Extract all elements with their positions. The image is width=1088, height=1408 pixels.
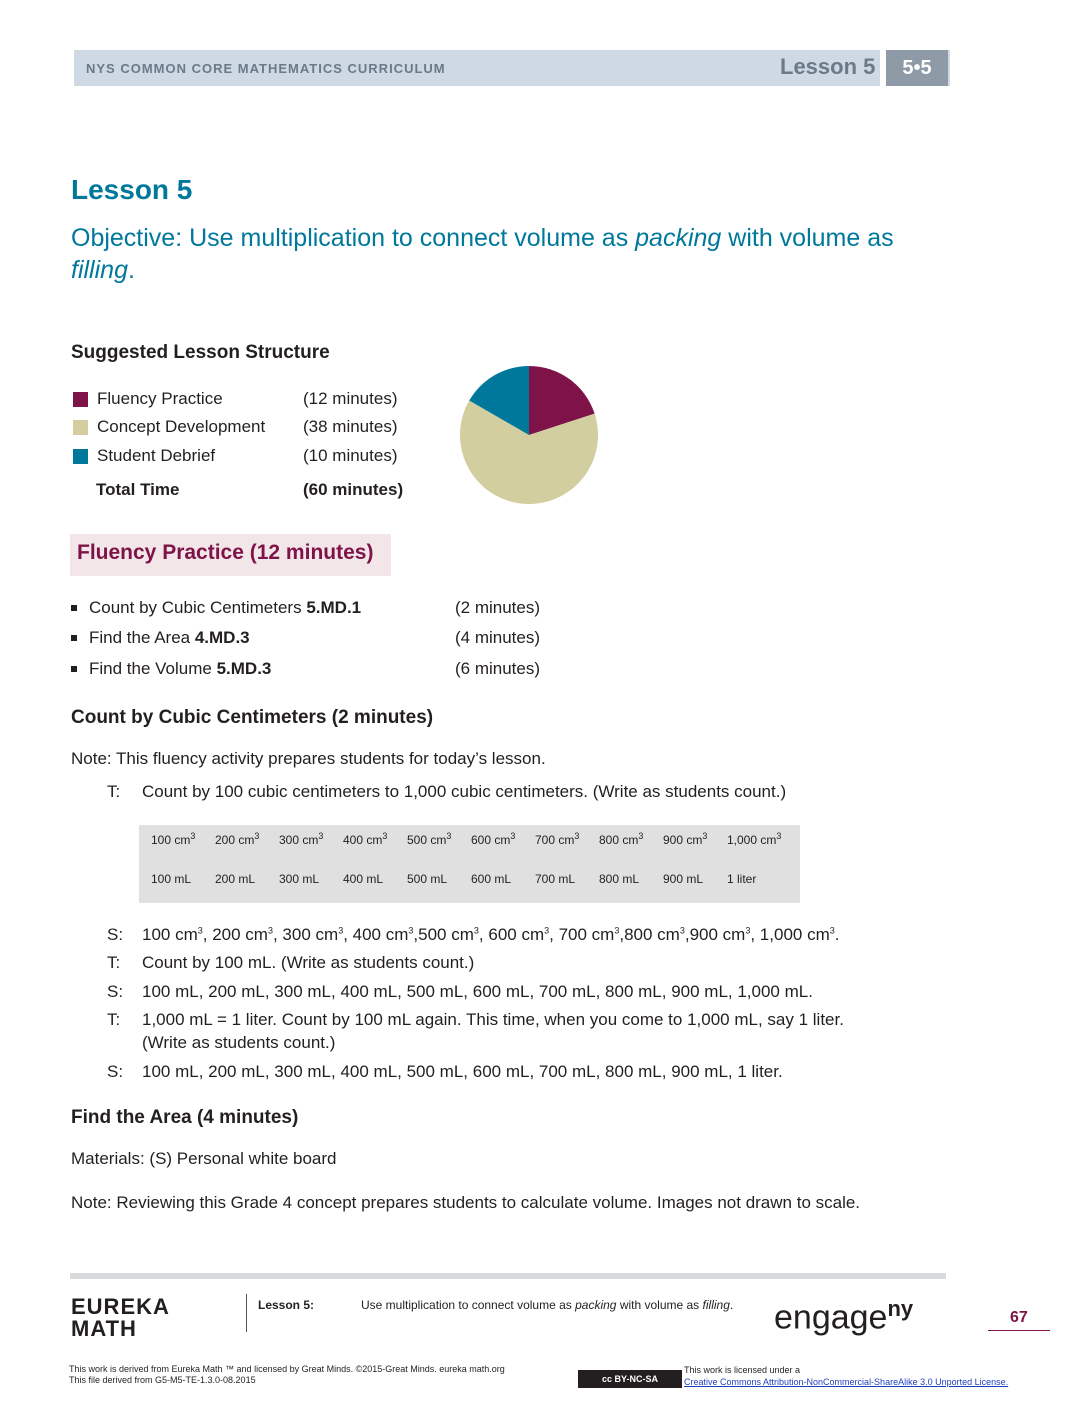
table-cell-cm: 800 $cm^3$: [599, 831, 644, 847]
table-cell-ml: 500 mL: [407, 872, 448, 886]
curriculum-name: NYS COMMON CORE MATHEMATICS CURRICULUM: [86, 61, 446, 76]
list-item: Count by Cubic Centimeters 5.MD.1 (2 minutes): [71, 598, 591, 622]
table-cell-cm: 900 $cm^3$: [663, 831, 708, 847]
footer-lesson-label: Lesson 5:: [258, 1298, 315, 1312]
dialogue-line: S: 100 mL, 200 mL, 300 mL, 400 mL, 500 mL, 600 mL, 700 mL, 800 mL, 900 mL, 1,000 mL.: [107, 982, 813, 1001]
dialogue-line: T: Count by 100 cubic centimeters to 1,000 cubic centimeters. (Write as students count.): [107, 782, 787, 801]
bullet-icon: [71, 635, 77, 641]
header-lesson-label: Lesson 5: [780, 54, 876, 79]
table-cell-cm: 300 $cm^3$: [279, 831, 324, 847]
color-swatch: [73, 449, 88, 464]
page-number-rule: [988, 1330, 1050, 1331]
lesson-structure-pie-chart: [456, 362, 602, 508]
dialogue-line: T: Count by 100 mL. (Write as students count.): [107, 953, 475, 972]
list-item: Find the Volume 5.MD.3 (6 minutes): [71, 659, 591, 683]
area-section-heading: Find the Area (4 minutes): [71, 1107, 299, 1128]
table-cell-cm: 1,000 $cm^3$: [727, 831, 782, 847]
table-cell-ml: 1 liter: [727, 872, 757, 886]
color-swatch: [73, 420, 88, 435]
dialogue-line: S: 100 mL, 200 mL, 300 mL, 400 mL, 500 mL, 600 mL, 700 mL, 800 mL, 900 mL, 1 liter.: [107, 1062, 783, 1081]
total-time-value: (60 minutes): [303, 480, 404, 499]
derived-notice: This work is derived from Eureka Math ™ and licensed by Great Minds. ©2015-Great Minds. eureka math.org: [69, 1364, 505, 1374]
file-notice: This file derived from G5-M5-TE-1.3.0-08.2015: [69, 1375, 256, 1385]
table-cell-cm: 400 $cm^3$: [343, 831, 388, 847]
count-note: Note: This fluency activity prepares students for today’s lesson.: [71, 749, 546, 768]
dialogue-line: S: 100 $cm^3$, 200 $cm^3$, 300 $cm^3$, 400 $cm^3,500$ $cm^3$, 600 $cm^3$, 700 $cm^3,800$ $cm^3,900$ $cm^3$, 1,000 $cm^3$.: [107, 925, 840, 944]
footer-divider: [246, 1294, 247, 1332]
bullet-icon: [71, 605, 77, 611]
eureka-math-logo: EUREKA MATH: [71, 1294, 170, 1341]
count-section-heading: Count by Cubic Centimeters (2 minutes): [71, 707, 434, 728]
table-cell-cm: 500 $cm^3$: [407, 831, 452, 847]
area-note: Note: Reviewing this Grade 4 concept prepares students to calculate volume. Images not drawn to scale.: [71, 1193, 861, 1212]
lesson-title: Lesson 5: [71, 174, 193, 205]
table-cell-ml: 600 mL: [471, 872, 512, 886]
table-cell-cm: 200 $cm^3$: [215, 831, 260, 847]
table-cell-ml: 800 mL: [599, 872, 640, 886]
table-cell-ml: 100 mL: [151, 872, 192, 886]
color-swatch: [73, 392, 88, 407]
list-item: Find the Area 4.MD.3 (4 minutes): [71, 628, 591, 652]
table-cell-cm: 100 $cm^3$: [151, 831, 196, 847]
license-link[interactable]: Creative Commons Attribution-NonCommercial-ShareAlike 3.0 Unported License.: [684, 1377, 1009, 1387]
table-cell-cm: 700 $cm^3$: [535, 831, 580, 847]
lesson-objective: Objective: Use multiplication to connect volume as packing with volume as filling.: [71, 224, 894, 284]
bullet-icon: [71, 666, 77, 672]
table-cell-ml: 300 mL: [279, 872, 320, 886]
table-cell-ml: 200 mL: [215, 872, 256, 886]
page-number: 67: [1010, 1309, 1028, 1326]
footer-rule: [70, 1273, 946, 1279]
structure-heading: Suggested Lesson Structure: [71, 342, 330, 363]
total-time-label: Total Time: [96, 480, 180, 499]
dialogue-line: T: 1,000 mL = 1 liter. Count by 100 mL again. This time, when you come to 1,000 mL, say 1 liter.: [107, 1010, 844, 1029]
cc-license-badge[interactable]: cc BY-NC-SA: [578, 1370, 682, 1388]
footer-objective: Use multiplication to connect volume as packing with volume as filling.: [361, 1298, 734, 1312]
dialogue-line-continued: (Write as students count.): [142, 1033, 336, 1052]
table-cell-ml: 900 mL: [663, 872, 704, 886]
table-cell-cm: 600 $cm^3$: [471, 831, 516, 847]
engageny-logo: engage$^{ny}$: [774, 1296, 914, 1337]
license-text: This work is licensed under a: [684, 1365, 801, 1375]
table-cell-ml: 400 mL: [343, 872, 384, 886]
table-cell-ml: 700 mL: [535, 872, 576, 886]
module-badge: 5•5: [886, 50, 948, 86]
fluency-heading: Fluency Practice (12 minutes): [77, 541, 374, 564]
count-table: [139, 825, 800, 903]
materials-line: Materials: (S) Personal white board: [71, 1149, 337, 1168]
